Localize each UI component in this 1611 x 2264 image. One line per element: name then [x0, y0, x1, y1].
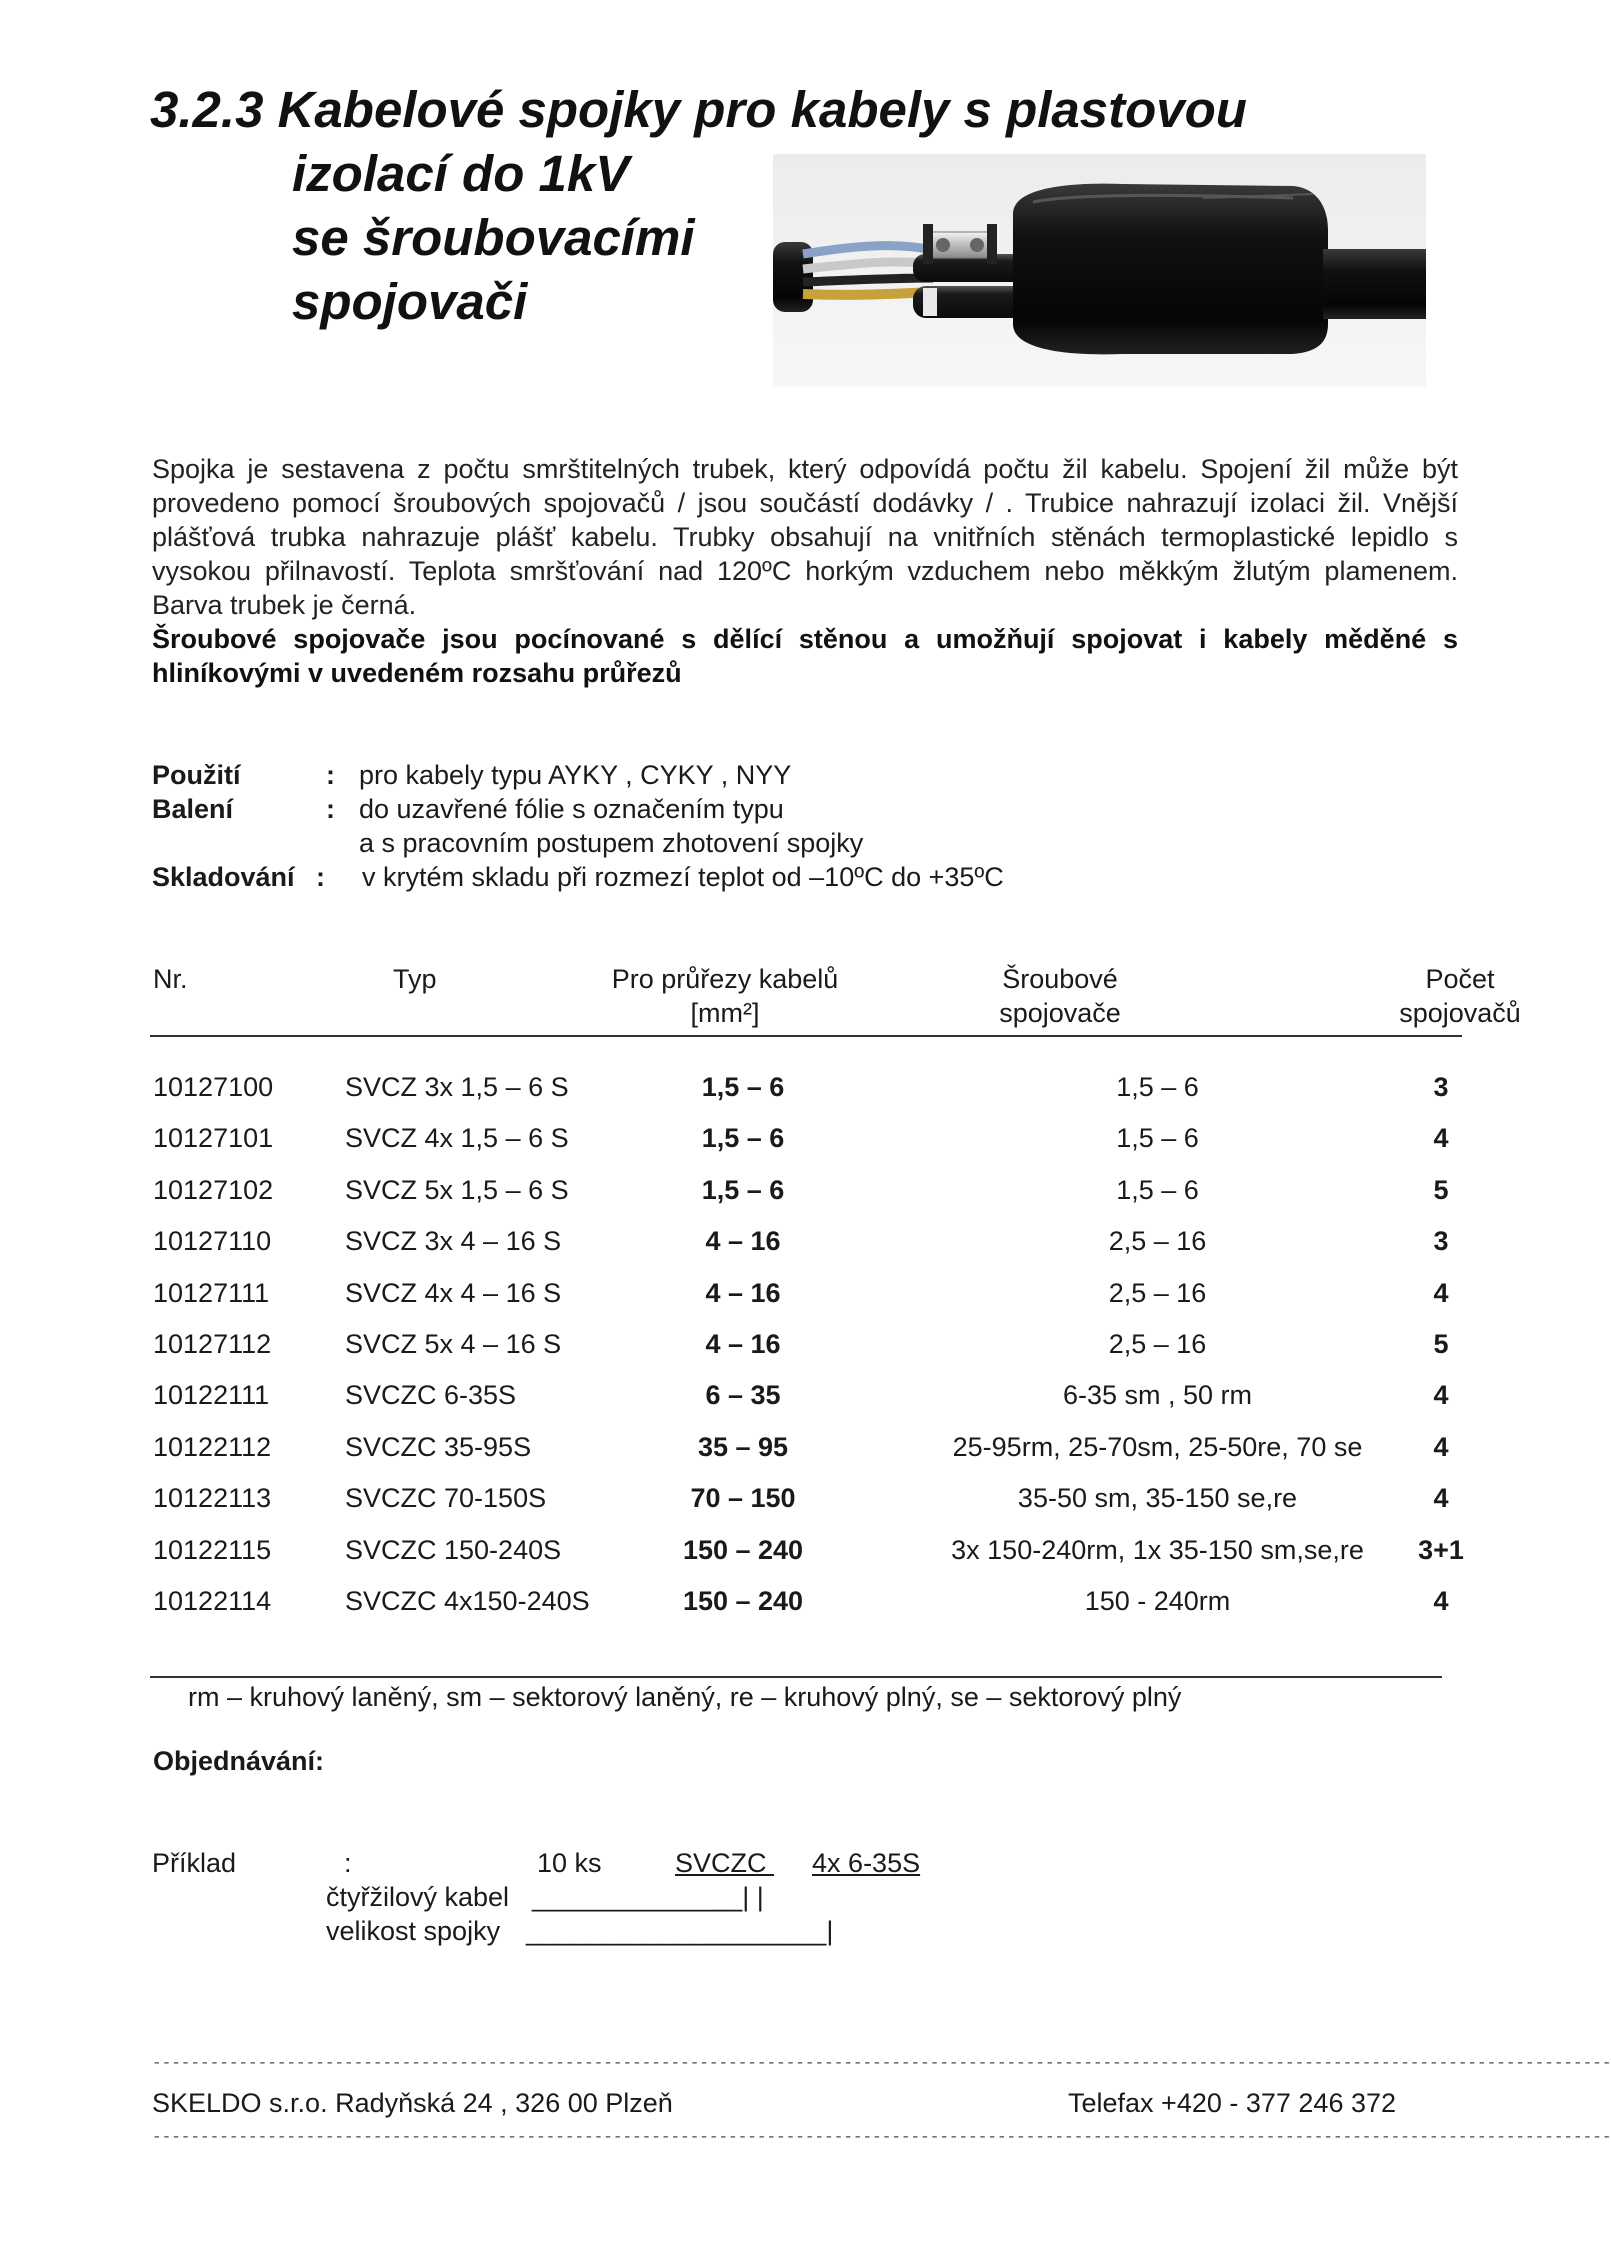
table-row: [150, 1582, 1460, 1633]
ordering-title: Objednávání:: [153, 1746, 325, 1776]
cell-nr: 10122111: [153, 1380, 270, 1411]
cable-joint-illustration: [773, 154, 1426, 387]
title-line-4: spojovači: [292, 273, 528, 330]
cell-typ: SVCZ 4x 4 – 16 S: [345, 1277, 562, 1308]
cell-connectors: 1,5 – 6: [1116, 1174, 1199, 1205]
footer-phone: Telefax +420 - 377 246 372: [1068, 2088, 1397, 2118]
cell-connectors: 2,5 – 16: [1108, 1328, 1207, 1359]
cell-nr: 10122112: [153, 1431, 272, 1462]
cell-count: 3: [1433, 1072, 1449, 1102]
example-note-cores-mark: ______________| |: [532, 1882, 764, 1912]
table-row: [150, 1428, 1460, 1479]
packing-colon: :: [326, 794, 335, 824]
header-nr: Nr.: [153, 964, 188, 994]
cell-nr: 10127100: [153, 1072, 274, 1102]
cell-nr: 10127102: [153, 1174, 274, 1205]
cell-nr: 10127101: [153, 1123, 274, 1154]
table-row: [150, 1222, 1460, 1273]
usage-value: pro kabely typu AYKY , CYKY , NYY: [359, 760, 792, 790]
example-note-size-mark: ____________________|: [526, 1916, 834, 1946]
example-type-code: SVCZC: [675, 1848, 767, 1878]
storage-label: Skladování: [152, 862, 295, 892]
cell-range: 6 – 35: [705, 1380, 781, 1411]
cell-typ: SVCZC 6-35S: [345, 1380, 517, 1411]
cell-range: 1,5 – 6: [701, 1123, 785, 1154]
cell-range: 70 – 150: [690, 1483, 796, 1514]
table-row: [150, 1068, 1460, 1119]
title-line-1: 3.2.3 Kabelové spojky pro kabely s plastovou: [150, 81, 1247, 138]
cell-typ: SVCZ 5x 1,5 – 6 S: [345, 1174, 569, 1205]
cell-connectors: 6-35 sm , 50 rm: [1062, 1380, 1253, 1411]
cell-count: 4: [1433, 1380, 1449, 1411]
cell-range: 4 – 16: [705, 1226, 781, 1257]
cell-count: 4: [1433, 1431, 1449, 1462]
cell-count: 5: [1433, 1328, 1449, 1359]
cell-nr: 10127112: [153, 1328, 272, 1359]
cell-count: 3+1: [1418, 1534, 1464, 1565]
product-photo: [773, 154, 1426, 387]
table-row: [150, 1119, 1460, 1170]
example-note-cores: čtyřžilový kabel: [326, 1882, 510, 1912]
packing-value-1: do uzavřené fólie s označením typu: [359, 794, 784, 824]
description-paragraph: Spojka je sestavena z počtu smrštitelných trubek, který odpovídá počtu žil kabelu. Spojení žil může být provedeno pomocí šroubových spojovačů / jsou součástí dodávky / . Trubice nahrazují izolaci žil. Vnější plášťová trubka nahrazuje plášť kabelu. Trubky obsahují na vnitřních stěnách termoplastické lepidlo s vysokou přilnavostí. Teplota smršťování nad 120ºC horkým vzduchem nebo měkkým žlutým plamenem. Barva trubek je černá.: [152, 454, 1458, 620]
usage-label: Použití: [152, 760, 241, 790]
table-footer-divider: [150, 1676, 1442, 1678]
example-colon: :: [344, 1848, 352, 1878]
header-pocet-2: spojovačů: [1399, 998, 1521, 1028]
cell-range: 150 – 240: [682, 1534, 804, 1565]
cell-nr: 10122115: [153, 1534, 272, 1565]
cell-connectors: 2,5 – 16: [1108, 1277, 1207, 1308]
table-header-divider: [150, 1035, 1462, 1037]
example-type-size: 4x 6-35S: [812, 1848, 921, 1878]
packing-label: Balení: [152, 794, 234, 824]
cell-count: 5: [1433, 1174, 1449, 1205]
cell-count: 4: [1433, 1585, 1449, 1616]
title-line-2: izolací do 1kV: [292, 145, 630, 202]
example-label: Příklad: [152, 1848, 237, 1878]
cell-typ: SVCZ 3x 1,5 – 6 S: [345, 1072, 569, 1102]
example-quantity: 10 ks: [537, 1848, 602, 1878]
cell-count: 4: [1433, 1483, 1449, 1514]
example-type: [675, 1846, 965, 1880]
description-bold-note: Šroubové spojovače jsou pocínované s dělící stěnou a umožňují spojovat i kabely měděné s hliníkovými v uvedeném rozsahu průřezů: [152, 624, 1458, 688]
cell-range: 1,5 – 6: [701, 1072, 785, 1102]
table-header: [150, 962, 1521, 1032]
cell-typ: SVCZC 150-240S: [345, 1534, 562, 1565]
table-row: [150, 1531, 1464, 1582]
cell-typ: SVCZC 35-95S: [345, 1431, 532, 1462]
cell-count: 3: [1433, 1226, 1449, 1257]
storage-value: v krytém skladu při rozmezí teplot od –10ºC do +35ºC: [362, 862, 1004, 892]
header-prurezy: Pro průřezy kabelů: [611, 964, 839, 994]
footer-dashed-line-bottom: --------------------------------------------------------------------------------------------------------------------------------------------------------: [152, 2128, 1611, 2146]
cell-connectors: 1,5 – 6: [1116, 1123, 1199, 1154]
table-row: [150, 1376, 1460, 1427]
cell-range: 1,5 – 6: [701, 1174, 785, 1205]
packing-value-2: a s pracovním postupem zhotovení spojky: [359, 828, 864, 858]
cell-connectors: 2,5 – 16: [1108, 1226, 1207, 1257]
table-row: [150, 1479, 1460, 1530]
cell-range: 150 – 240: [682, 1585, 804, 1616]
cell-nr: 10127111: [153, 1277, 270, 1308]
table-row: [150, 1274, 1460, 1325]
cell-typ: SVCZC 4x150-240S: [345, 1585, 590, 1616]
header-pocet: Počet: [1425, 964, 1495, 994]
storage-colon: :: [316, 862, 325, 892]
usage-colon: :: [326, 760, 335, 790]
title-line-3: se šroubovacími: [292, 209, 695, 266]
product-table: [150, 1068, 1464, 1633]
footer-dashed-line-top: --------------------------------------------------------------------------------------------------------------------------------------------------------: [152, 2054, 1611, 2072]
cell-nr: 10127110: [153, 1226, 272, 1257]
cell-connectors: 35-50 sm, 35-150 se,re: [1017, 1483, 1298, 1514]
description: [152, 452, 1458, 690]
table-row: [150, 1325, 1460, 1376]
footer-company: SKELDO s.r.o. Radyňská 24 , 326 00 Plzeň: [152, 2088, 673, 2118]
cell-connectors: 1,5 – 6: [1116, 1072, 1199, 1102]
header-typ: Typ: [393, 964, 437, 994]
header-prurezy-unit: [mm²]: [690, 998, 760, 1028]
cell-range: 4 – 16: [705, 1277, 781, 1308]
cell-nr: 10122113: [153, 1483, 272, 1514]
abbreviation-legend: rm – kruhový laněný, sm – sektorový laněný, re – kruhový plný, se – sektorový plný: [188, 1682, 1182, 1712]
example-note-size: velikost spojky: [326, 1916, 501, 1946]
cell-connectors: 25-95rm, 25-70sm, 25-50re, 70 se: [952, 1431, 1363, 1462]
table-row: [150, 1171, 1460, 1222]
cell-count: 4: [1433, 1277, 1449, 1308]
cell-typ: SVCZ 5x 4 – 16 S: [345, 1328, 562, 1359]
cell-range: 35 – 95: [697, 1431, 789, 1462]
header-spojovace: Šroubové: [1002, 964, 1118, 994]
header-spojovace-2: spojovače: [999, 998, 1121, 1028]
cell-connectors: 150 - 240rm: [1084, 1585, 1231, 1616]
cell-nr: 10122114: [153, 1585, 272, 1616]
cell-range: 4 – 16: [705, 1328, 781, 1359]
cell-count: 4: [1433, 1123, 1449, 1154]
cell-typ: SVCZC 70-150S: [345, 1483, 547, 1514]
cell-connectors: 3x 150-240rm, 1x 35-150 sm,se,re: [951, 1534, 1364, 1565]
cell-typ: SVCZ 4x 1,5 – 6 S: [345, 1123, 569, 1154]
cell-typ: SVCZ 3x 4 – 16 S: [345, 1226, 562, 1257]
